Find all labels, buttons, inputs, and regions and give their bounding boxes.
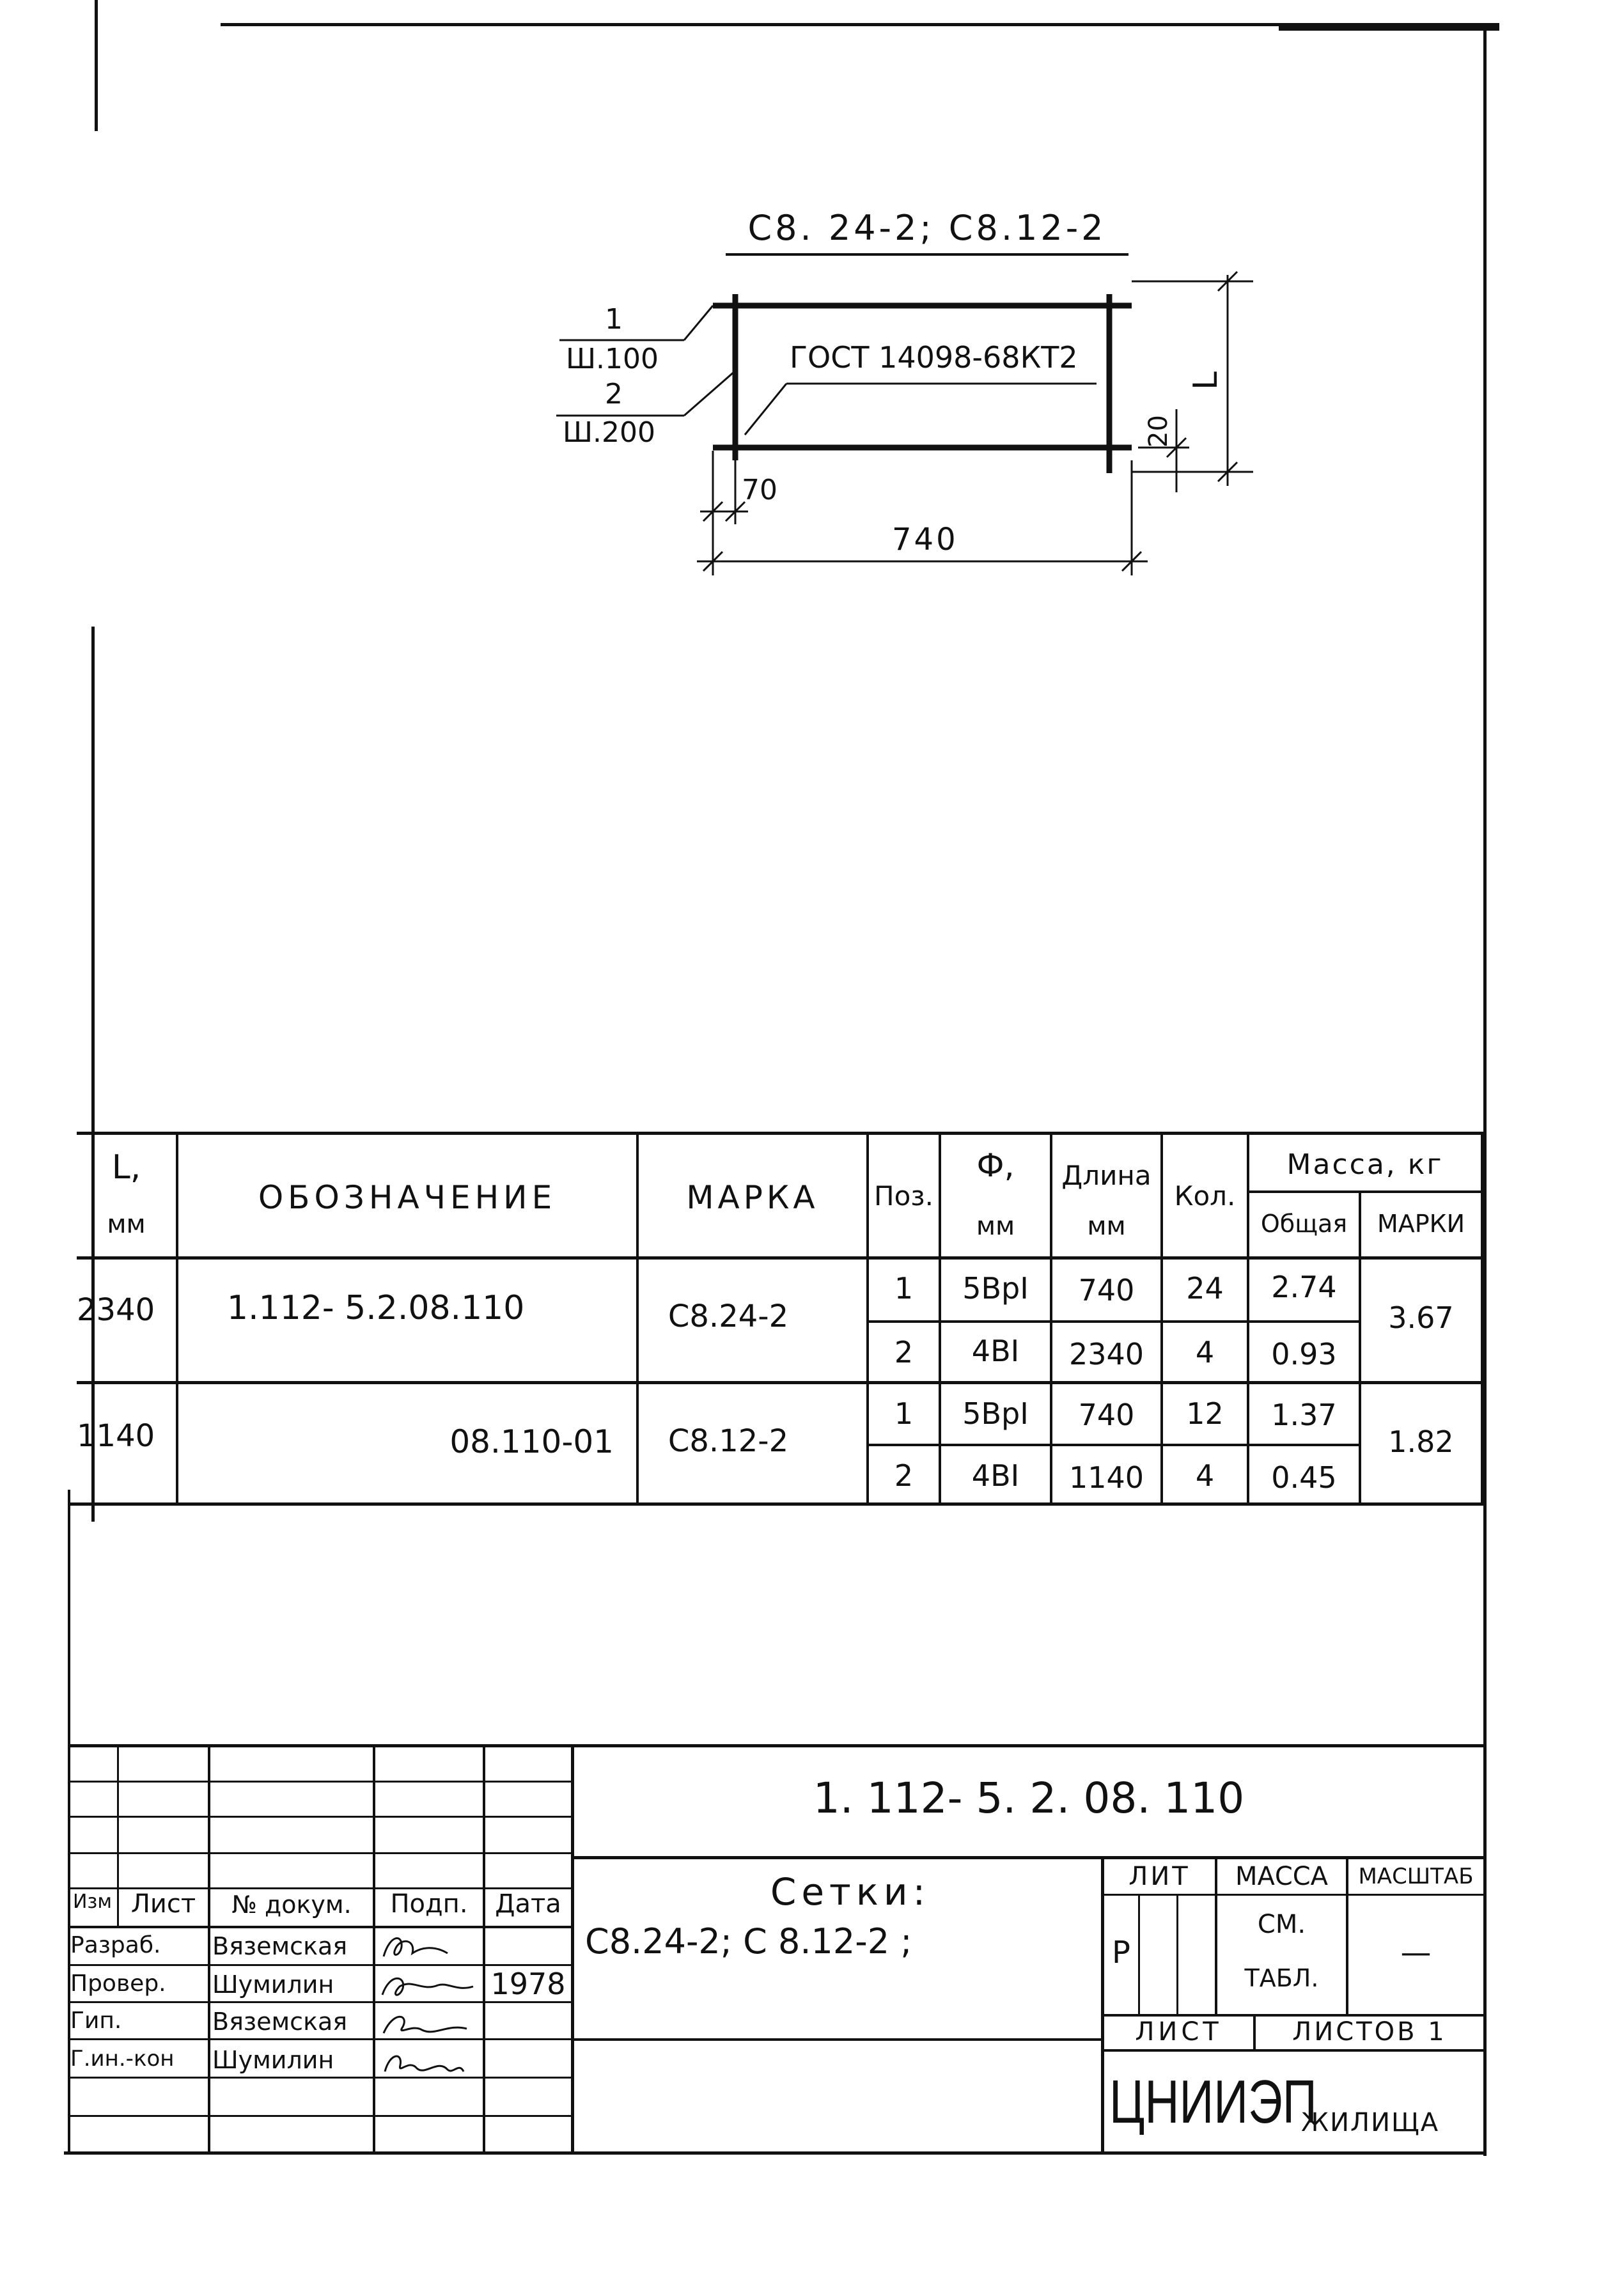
signature-1 <box>384 1938 448 1956</box>
hdr-mass: Масса, кг <box>1286 1148 1444 1181</box>
drawing-title: С8. 24-2; С8.12-2 <box>747 208 1107 248</box>
person2-name: Шумилин <box>212 1971 334 1999</box>
g1-designation: 1.112- 5.2.08.110 <box>227 1289 525 1327</box>
g1-mass-mark: 3.67 <box>1388 1300 1454 1335</box>
dim-20-label: 20 <box>1144 415 1173 448</box>
mesh-drawing <box>0 0 1624 639</box>
hdr-qty: Кол. <box>1174 1180 1236 1212</box>
lit-label: ЛИТ <box>1128 1862 1191 1891</box>
mass-label: МАССА <box>1235 1862 1329 1891</box>
person1-name: Вяземская <box>212 1932 348 1960</box>
g2-r1-diam: 5ВрI <box>962 1396 1029 1431</box>
g2-r1-mass: 1.37 <box>1271 1398 1337 1432</box>
g1-r2-length: 2340 <box>1068 1337 1144 1371</box>
hdr-l-unit: мм <box>107 1210 146 1239</box>
person2-date: 1978 <box>490 1967 566 2001</box>
hdr-mark: МАРКА <box>686 1179 819 1216</box>
hdr-list: Лист <box>130 1889 196 1919</box>
hdr-length: Длина <box>1061 1160 1152 1191</box>
g2-r2-pos: 2 <box>894 1458 914 1493</box>
g2-mass-mark: 1.82 <box>1388 1424 1454 1459</box>
g2-r2-length: 1140 <box>1068 1460 1144 1495</box>
g1-r1-mass: 2.74 <box>1271 1270 1337 1304</box>
leader1-step: Ш.100 <box>566 343 659 375</box>
frame-bottom-line <box>64 2151 1487 2155</box>
scale-label: МАСШТАБ <box>1358 1864 1474 1889</box>
signature-3 <box>384 2017 467 2033</box>
g1-r2-qty: 4 <box>1195 1335 1215 1370</box>
g1-r2-mass: 0.93 <box>1271 1337 1337 1371</box>
g1-l: 2340 <box>77 1292 155 1328</box>
g2-r1-qty: 12 <box>1186 1396 1224 1431</box>
frame-left-line-mid <box>91 627 95 1522</box>
sheet-label: ЛИСТ <box>1135 2017 1222 2047</box>
g2-mark: С8.12-2 <box>668 1423 789 1459</box>
g1-r1-length: 740 <box>1078 1273 1135 1307</box>
dim-height-label: L <box>1187 371 1225 390</box>
hdr-mass-total: Общая <box>1260 1210 1348 1238</box>
hdr-diam-unit: мм <box>976 1212 1015 1241</box>
g2-r1-pos: 1 <box>894 1396 914 1431</box>
leader1-pos: 1 <box>605 303 623 336</box>
signature-2 <box>382 1978 473 1995</box>
g1-r2-diam: 4ВI <box>971 1334 1020 1368</box>
hdr-doc: № докум. <box>231 1891 352 1919</box>
g2-designation: 08.110-01 <box>449 1423 614 1460</box>
leader2-pos: 2 <box>605 378 623 410</box>
g2-r2-mass: 0.45 <box>1271 1460 1337 1495</box>
scale-value: — <box>1400 1935 1432 1971</box>
product-name-line2: С8.24-2; С 8.12-2 ; <box>585 1921 912 1962</box>
person4-role: Г.ин.-кон <box>70 2046 175 2072</box>
hdr-l: L, <box>111 1148 141 1187</box>
g2-r2-qty: 4 <box>1195 1458 1215 1493</box>
g2-l: 1140 <box>77 1418 155 1454</box>
g1-r1-pos: 1 <box>894 1271 914 1306</box>
g1-r1-diam: 5ВрI <box>962 1271 1029 1306</box>
hdr-izm: Изм <box>72 1891 113 1913</box>
signature-4 <box>385 2056 464 2072</box>
hdr-length-unit: мм <box>1087 1212 1126 1241</box>
mass-value2: ТАБЛ. <box>1244 1964 1319 1992</box>
g2-r2-diam: 4ВI <box>971 1458 1020 1493</box>
person1-role: Разраб. <box>70 1932 161 1958</box>
org-sub: ЖИЛИЩА <box>1301 2108 1440 2137</box>
person2-role: Провер. <box>70 1971 166 1997</box>
leader2-step: Ш.200 <box>563 416 656 449</box>
dim-70-label: 70 <box>742 474 777 506</box>
hdr-date: Дата <box>495 1889 561 1919</box>
hdr-sign: Подп. <box>390 1889 468 1919</box>
hdr-mass-mark: МАРКИ <box>1377 1210 1465 1238</box>
hdr-pos: Поз. <box>874 1180 933 1212</box>
g2-r1-length: 740 <box>1078 1398 1135 1432</box>
lit-value: Р <box>1112 1935 1130 1971</box>
g1-r2-pos: 2 <box>894 1335 914 1370</box>
mass-value1: СМ. <box>1257 1910 1306 1939</box>
sheets-label: ЛИСТОВ 1 <box>1292 2017 1447 2047</box>
org-main: ЦНИИЭП <box>1109 2068 1317 2136</box>
person4-name: Шумилин <box>212 2046 334 2074</box>
person3-name: Вяземская <box>212 2008 348 2036</box>
person3-role: Гип. <box>70 2008 122 2034</box>
gost-label: ГОСТ 14098-68КТ2 <box>790 340 1078 375</box>
hdr-diam: Ф, <box>976 1147 1015 1184</box>
g1-r1-qty: 24 <box>1186 1271 1224 1306</box>
dim-740-label: 740 <box>892 522 958 558</box>
doc-code: 1. 112- 5. 2. 08. 110 <box>813 1774 1245 1823</box>
g1-mark: С8.24-2 <box>668 1299 789 1334</box>
hdr-designation: ОБОЗНАЧЕНИЕ <box>258 1179 557 1216</box>
product-name-line1: Сетки: <box>770 1870 931 1914</box>
signatures <box>377 1928 483 2081</box>
